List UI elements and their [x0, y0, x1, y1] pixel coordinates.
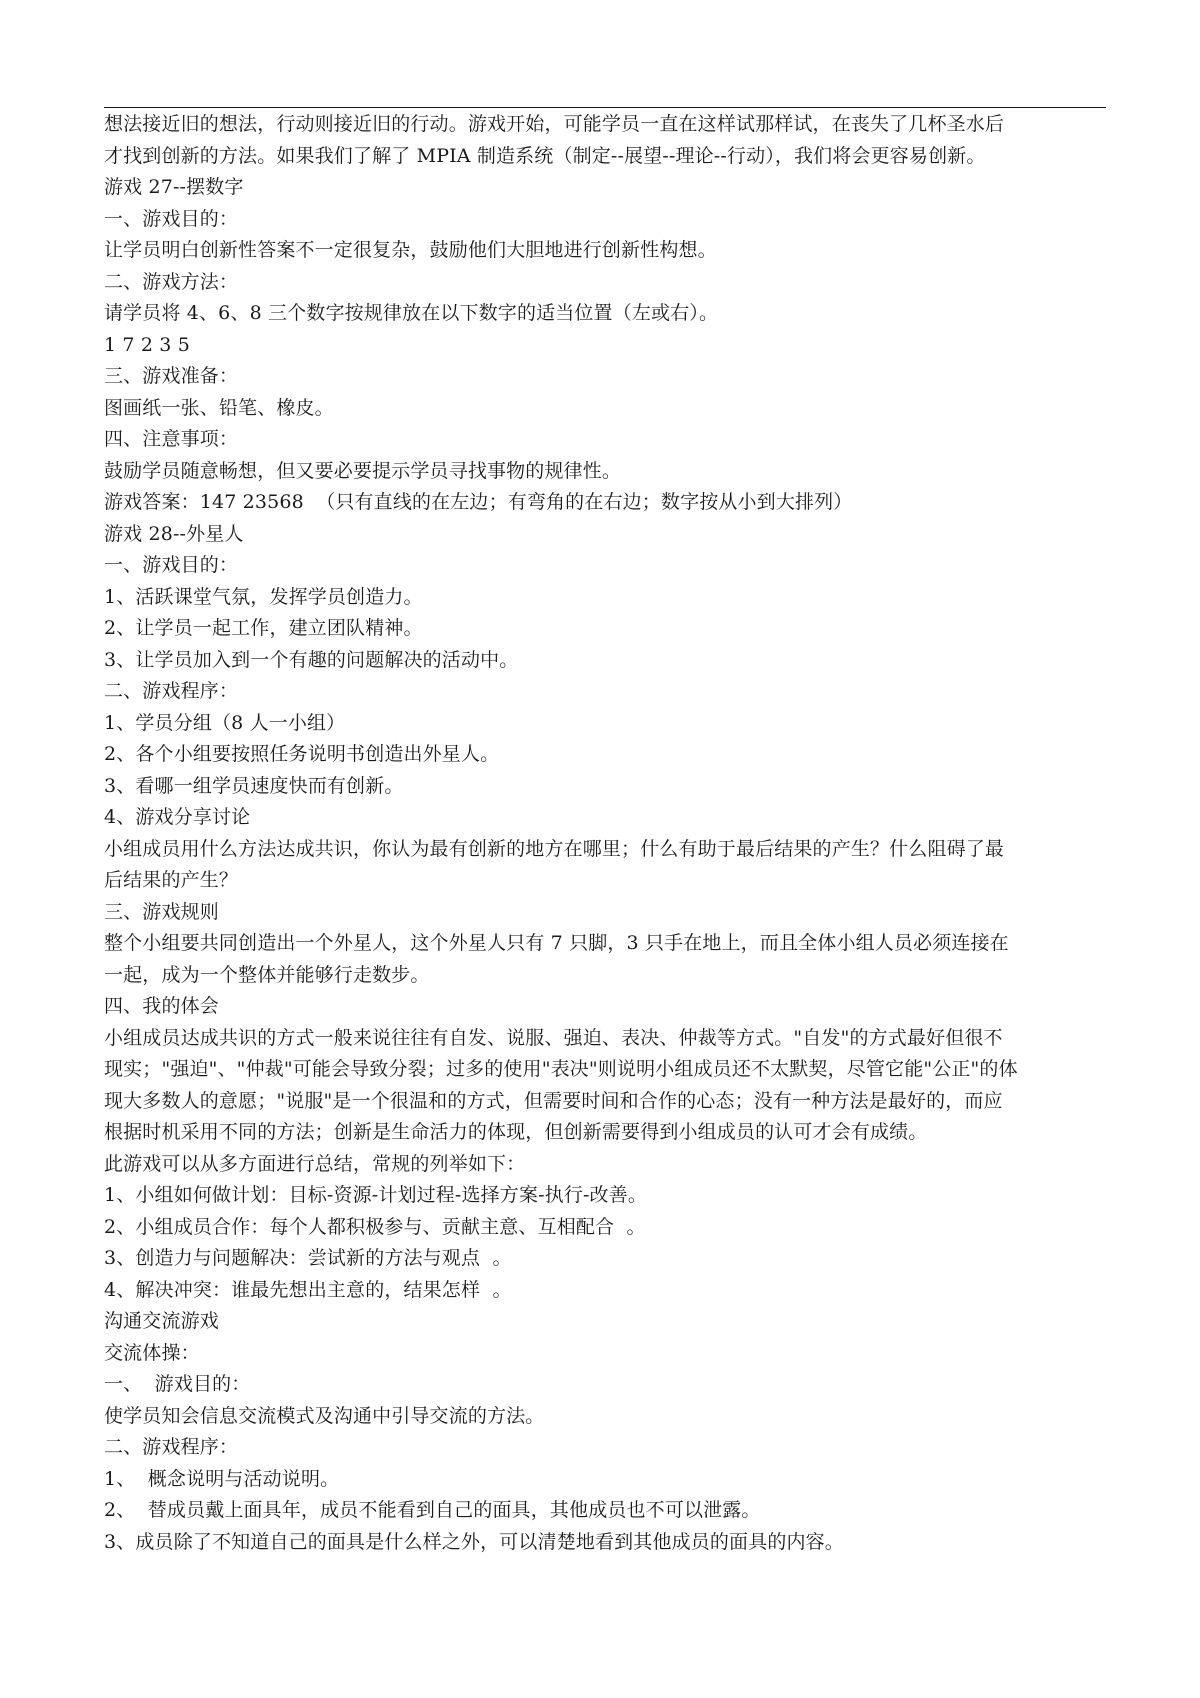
text-line: 一、 游戏目的： — [104, 1373, 251, 1395]
text-line: 想法接近旧的想法，行动则接近旧的行动。游戏开始，可能学员一直在这样试那样试，在丧失了几杯圣水后 — [104, 113, 1005, 135]
text-line: 四、注意事项： — [104, 428, 239, 450]
text-line: 二、游戏程序： — [104, 1436, 239, 1458]
text-line: 交流体操： — [104, 1341, 200, 1364]
text-line: 2、小组成员合作：每个人都积极参与、贡献主意、互相配合 。 — [104, 1215, 646, 1238]
text-line: 整个小组要共同创造出一个外星人，这个外星人只有 7 只脚，3 只手在地上，而且全体小组人员必须连接在 — [104, 932, 1009, 954]
text-line: 让学员明白创新性答案不一定很复杂，鼓励他们大胆地进行创新性构想。 — [104, 239, 717, 261]
text-line: 根据时机采用不同的方法；创新是生命活力的体现，但创新需要得到小组成员的认可才会有成绩。 — [104, 1121, 928, 1143]
text-line: 沟通交流游戏 — [104, 1310, 219, 1332]
text-line: 3、看哪一组学员速度快而有创新。 — [104, 774, 404, 797]
text-line: 游戏答案：147 23568 （只有直线的在左边；有弯角的在右边；数字按从小到大排列） — [104, 491, 853, 513]
header-rule — [104, 107, 1106, 108]
text-line: 三、游戏准备： — [104, 365, 239, 387]
text-line: 2、各个小组要按照任务说明书创造出外星人。 — [104, 743, 500, 765]
text-line: 鼓励学员随意畅想，但又要必要提示学员寻找事物的规律性。 — [104, 459, 622, 482]
text-line: 后结果的产生？ — [104, 869, 239, 891]
document-body — [104, 109, 1112, 1558]
text-line: 1、 概念说明与活动说明。 — [104, 1467, 340, 1490]
text-line: 一、游戏目的： — [104, 554, 239, 576]
text-line: 图画纸一张、铅笔、橡皮。 — [104, 396, 334, 419]
text-line: 4、解决冲突：谁最先想出主意的，结果怎样 。 — [104, 1278, 512, 1301]
text-line: 2、 替成员戴上面具年，成员不能看到自己的面具，其他成员也不可以泄露。 — [104, 1499, 761, 1521]
text-line: 1、小组如何做计划：目标-资源-计划过程-选择方案-执行-改善。 — [104, 1184, 647, 1206]
text-line: 使学员知会信息交流模式及沟通中引导交流的方法。 — [104, 1404, 545, 1427]
text-line: 游戏 27--摆数字 — [104, 176, 244, 198]
text-line: 3、成员除了不知道自己的面具是什么样之外，可以清楚地看到其他成员的面具的内容。 — [104, 1530, 844, 1553]
text-line: 4、游戏分享讨论 — [104, 806, 251, 828]
text-line: 一、游戏目的： — [104, 207, 239, 230]
text-line: 小组成员用什么方法达成共识，你认为最有创新的地方在哪里；什么有助于最后结果的产生？什么阻碍了最 — [104, 837, 1005, 860]
text-line: 小组成员达成共识的方式一般来说往往有自发、说服、强迫、表决、仲裁等方式。"自发"的方式最好但很不 — [104, 1026, 1003, 1049]
text-line: 一起，成为一个整体并能够行走数步。 — [104, 963, 430, 986]
text-line: 1、活跃课堂气氛，发挥学员创造力。 — [104, 585, 423, 608]
text-line: 请学员将 4、6、8 三个数字按规律放在以下数字的适当位置（左或右）。 — [104, 302, 719, 324]
text-line: 二、游戏方法： — [104, 270, 239, 293]
text-line: 2、让学员一起工作，建立团队精神。 — [104, 617, 423, 639]
text-line: 三、游戏规则 — [104, 900, 219, 923]
text-line: 3、让学员加入到一个有趣的问题解决的活动中。 — [104, 648, 519, 671]
text-line: 才找到创新的方法。如果我们了解了 MPIA 制造系统（制定--展望--理论--行动），我们将会更容易创新。 — [104, 144, 986, 167]
text-line: 游戏 28--外星人 — [104, 522, 244, 545]
text-line: 3、创造力与问题解决：尝试新的方法与观点 。 — [104, 1247, 512, 1269]
text-line: 1 7 2 3 5 — [104, 333, 190, 356]
text-line: 现实；"强迫"、"仲裁"可能会导致分裂；过多的使用"表决"则说明小组成员还不太默契，尽管它能"公正"的体 — [104, 1058, 1018, 1080]
text-line: 1、学员分组（8 人一小组） — [104, 711, 346, 734]
text-line: 现大多数人的意愿；"说服"是一个很温和的方式，但需要时间和合作的心态；没有一种方法是最好的，而应 — [104, 1089, 1003, 1112]
text-line: 四、我的体会 — [104, 995, 219, 1017]
text-line: 此游戏可以从多方面进行总结，常规的列举如下： — [104, 1152, 526, 1175]
text-line: 二、游戏程序： — [104, 680, 239, 702]
